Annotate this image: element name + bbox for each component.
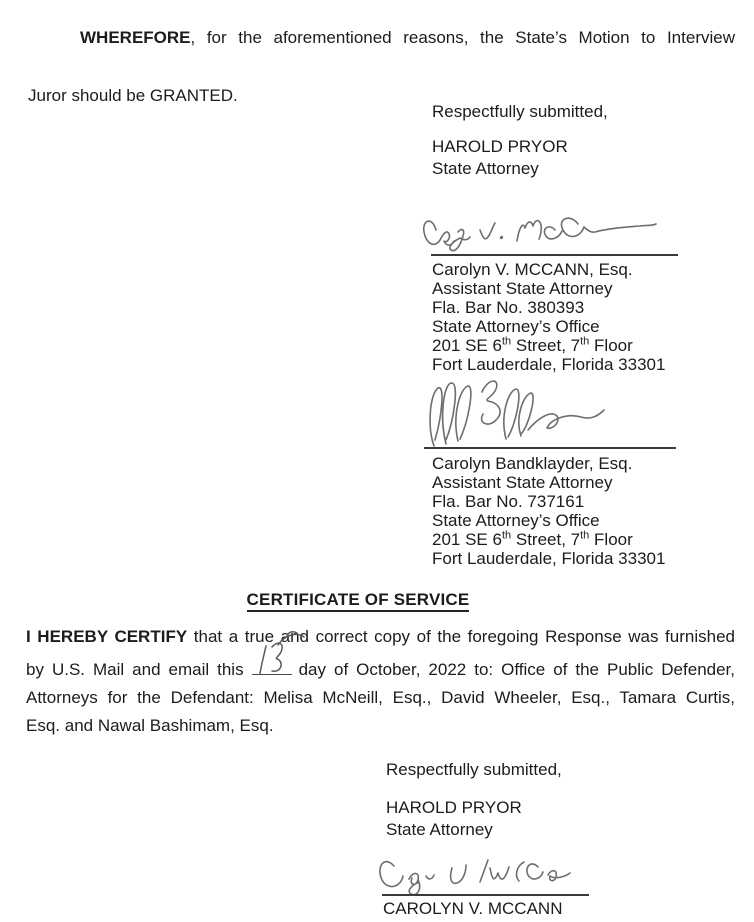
signatory-bar-number: Fla. Bar No. 380393 [432,298,585,317]
signature-line-1 [431,254,678,256]
certificate-line1-text: that a true and correct copy of the foregoing Response was furnished [187,627,735,646]
harold-pryor-name-1: HAROLD PRYOR [432,137,568,156]
street-ordinal: th [501,335,512,348]
wherefore-text: , for the aforementioned reasons, the State’s Motion to Interview [190,28,735,47]
signature-line-2 [424,447,676,449]
handwritten-day-blank [252,656,292,675]
street-ordinal: th [580,529,590,542]
street-part: 201 SE 6 [432,336,502,355]
signatory-name-bottom: CAROLYN V. MCCANN [383,899,563,918]
certificate-line1 [26,626,735,648]
respectfully-submitted-2: Respectfully submitted, [386,760,562,779]
state-attorney-block-2 [386,797,522,841]
handwritten-day-13 [250,630,308,678]
signatory-street [432,336,665,355]
street-part: Floor [589,336,633,355]
signatory-office: State Attorney’s Office [432,511,600,530]
signatory-city: Fort Lauderdale, Florida 33301 [432,355,666,374]
street-part: Street, 7 [511,530,581,549]
signature-carolyn-bandklayder-image [424,374,624,452]
street-part: Street, 7 [511,336,581,355]
respectfully-submitted-1: Respectfully submitted, [432,102,608,121]
street-ordinal: th [580,335,590,348]
certificate-line2-pre: by U.S. Mail and email this [26,660,244,679]
wherefore-keyword: WHEREFORE [80,28,191,47]
state-attorney-title-1: State Attorney [432,159,539,178]
street-part: Floor [589,530,633,549]
signatory-title: Assistant State Attorney [432,279,613,298]
street-ordinal: th [501,529,512,542]
state-attorney-title-2: State Attorney [386,820,493,839]
signature-carolyn-v-mccann-image [420,210,660,256]
street-part: 201 SE 6 [432,530,502,549]
certificate-line2 [26,656,735,681]
hereby-certify-keyword: I HEREBY CERTIFY [26,627,188,646]
signatory-street [432,530,665,549]
state-attorney-block-1 [432,136,568,180]
signature-line-3 [382,894,589,896]
signature-carolyn-v-mccann-image-2 [376,852,576,898]
signatory-office: State Attorney’s Office [432,317,600,336]
harold-pryor-name-2: HAROLD PRYOR [386,798,522,817]
wherefore-paragraph-line1 [28,27,735,49]
signatory-bar-number: Fla. Bar No. 737161 [432,492,585,511]
signatory-block-mccann [432,260,665,374]
signatory-city: Fort Lauderdale, Florida 33301 [432,549,666,568]
certificate-line3: Attorneys for the Defendant: Melisa McNeill, Esq., David Wheeler, Esq., Tamara Curtis, [26,688,735,707]
signatory-block-bandklayder [432,454,665,568]
wherefore-paragraph-line2: Juror should be GRANTED. [28,86,238,105]
signatory-name: Carolyn Bandklayder, Esq. [432,454,633,473]
certificate-of-service-heading-row [0,590,716,610]
certificate-line2-post: day of October, 2022 to: Office of the Public Defender, [298,660,736,679]
certificate-line4: Esq. and Nawal Bashimam, Esq. [26,716,274,735]
signatory-title: Assistant State Attorney [432,473,613,492]
signatory-name: Carolyn V. MCCANN, Esq. [432,260,633,279]
certificate-of-service-heading: CERTIFICATE OF SERVICE [247,590,470,612]
